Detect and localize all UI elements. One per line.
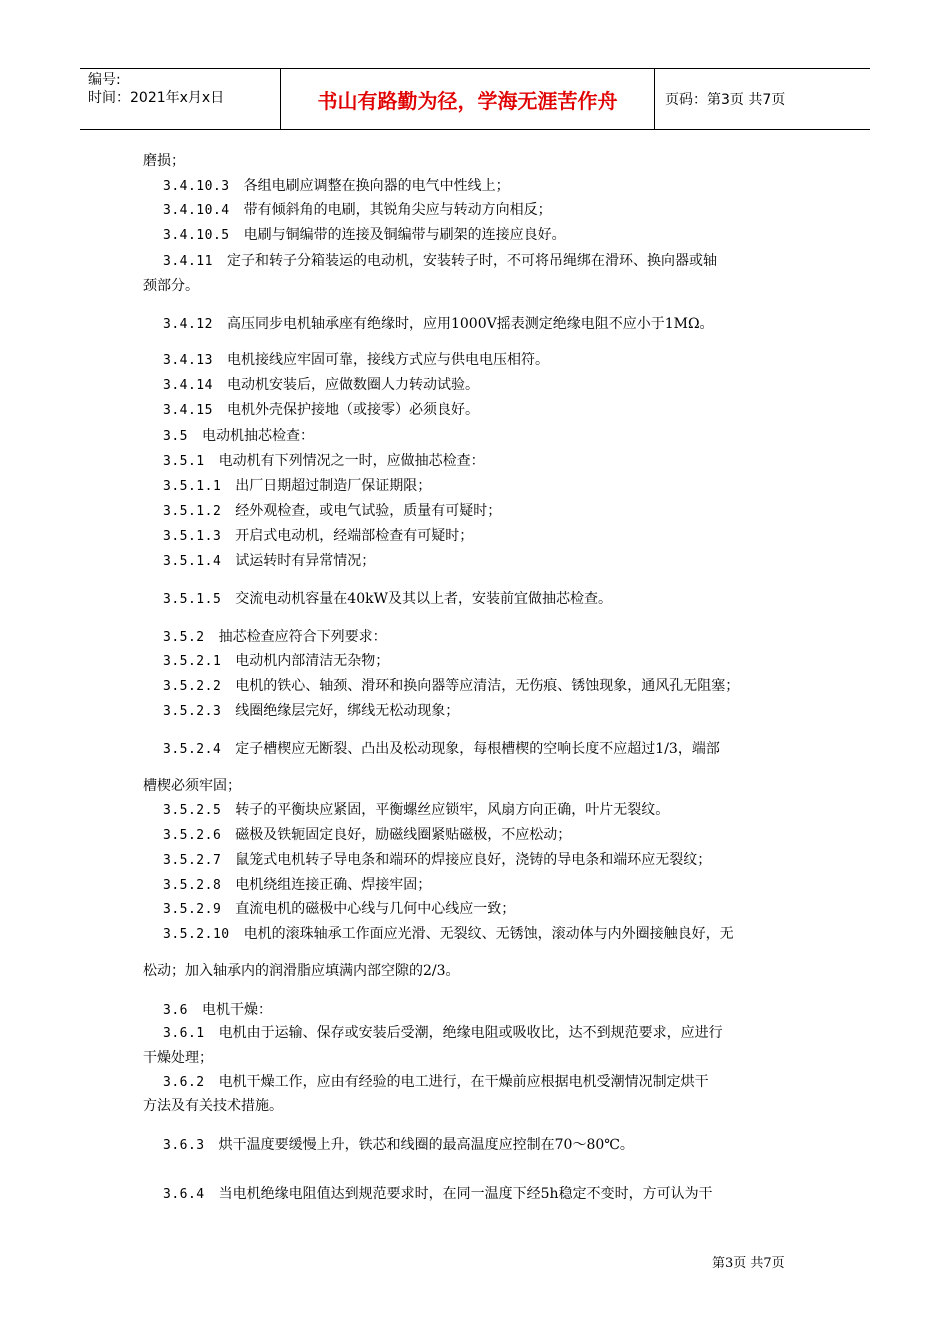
clause-text: 电机干燥工作，应由有经验的电工进行，在干燥前应根据电机受潮情况制定烘干: [218, 1074, 709, 1090]
page-header: [80, 68, 870, 130]
text-line: [163, 1073, 709, 1092]
clause-text: 定子和转子分箱装运的电动机，安装转子时，不可将吊绳绑在滑环、换向器或轴: [226, 253, 717, 269]
header-meta: [80, 69, 281, 129]
clause-number: 3.5.2.2: [163, 679, 222, 694]
clause-text: 转子的平衡块应紧固，平衡螺丝应锁牢，风扇方向正确，叶片无裂纹。: [235, 802, 670, 818]
clause-number: 3.4.12: [163, 317, 213, 332]
text-line: [163, 1001, 272, 1020]
text-line: [163, 826, 571, 845]
text-line: [163, 427, 314, 446]
text-line: [163, 900, 515, 919]
text-line: [163, 740, 720, 759]
clause-text: 直流电机的磁极中心线与几何中心线应一致；: [235, 901, 516, 917]
clause-number: 3.4.11: [163, 254, 213, 269]
clause-number: 3.6.3: [163, 1138, 205, 1153]
clause-text: 电机由于运输、保存或安装后受潮，绝缘电阻或吸收比，达不到规范要求，应进行: [218, 1025, 723, 1041]
clause-number: 3.5.1.4: [163, 554, 222, 569]
clause-number: 3.5.2.7: [163, 853, 222, 868]
clause-number: 3.5.1.5: [163, 592, 222, 607]
clause-number: 3.5.2: [163, 630, 205, 645]
clause-number: 3.5.1.3: [163, 529, 222, 544]
text-line: [163, 552, 375, 571]
clause-text: 带有倾斜角的电刷，其锐角尖应与转动方向相反；: [243, 202, 552, 218]
clause-number: 3.5.2.10: [163, 927, 230, 942]
page-footer: 第3页 共7页: [712, 1256, 785, 1271]
text-line: [163, 502, 501, 521]
clause-text: 抽芯检查应符合下列要求：: [218, 629, 387, 645]
clause-text: 线圈绝缘层完好，绑线无松动现象；: [235, 703, 460, 719]
time-label: 时间：2021年x月x日: [88, 90, 225, 106]
text-line: [163, 477, 431, 496]
clause-text: 电机的滚珠轴承工作面应光滑、无裂纹、无锈蚀，滚动体与内外圈接触良好，无: [243, 926, 734, 942]
clause-number: 3.5.2.3: [163, 704, 222, 719]
clause-text: 电机干燥：: [201, 1002, 272, 1018]
clause-number: 3.5.2.1: [163, 654, 222, 669]
clause-text: 当电机绝缘电阻值达到规范要求时，在同一温度下经5h稳定不变时，方可认为干: [218, 1186, 713, 1202]
text-line: [163, 1185, 713, 1204]
clause-text: 烘干温度要缓慢上升，铁芯和线圈的最高温度应控制在70～80℃。: [218, 1137, 634, 1153]
clause-number: 3.6.1: [163, 1026, 205, 1041]
text-line: [143, 777, 241, 795]
clause-number: 3.5.1: [163, 454, 205, 469]
clause-number: 3.4.10.5: [163, 228, 230, 243]
clause-text: 交流电动机容量在40kW及其以上者，安装前宜做抽芯检查。: [235, 591, 612, 607]
clause-text: 电刷与铜编带的连接及铜编带与刷架的连接应良好。: [243, 227, 566, 243]
clause-number: 3.4.13: [163, 353, 213, 368]
text-line: [163, 351, 549, 370]
clause-text: 定子槽楔应无断裂、凸出及松动现象，每根槽楔的空响长度不应超过1/3，端部: [235, 741, 720, 757]
clause-text: 试运转时有异常情况；: [235, 553, 376, 569]
text-line: [143, 962, 460, 980]
clause-text: 各组电刷应调整在换向器的电气中性线上；: [243, 178, 510, 194]
clause-number: 3.6: [163, 1003, 188, 1018]
clause-number: 3.4.10.4: [163, 203, 230, 218]
text-line: [163, 252, 717, 271]
text-line: [163, 177, 510, 196]
clause-text: 电机绕组连接正确、焊接牢固；: [235, 877, 432, 893]
clause-text: 干燥处理；: [143, 1050, 213, 1066]
text-line: [143, 1049, 213, 1067]
text-line: [163, 1024, 723, 1043]
clause-number: 3.5.2.4: [163, 742, 222, 757]
text-line: [163, 452, 485, 471]
text-line: [163, 652, 389, 671]
text-line: [163, 226, 566, 245]
clause-text: 电动机抽芯检查：: [201, 428, 314, 444]
text-line: [143, 277, 199, 295]
clause-text: 出厂日期超过制造厂保证期限；: [235, 478, 432, 494]
clause-text: 电机接线应牢固可靠，接线方式应与供电电压相符。: [226, 352, 549, 368]
text-line: [163, 628, 387, 647]
clause-number: 3.5.2.8: [163, 878, 222, 893]
clause-number: 3.4.10.3: [163, 179, 230, 194]
clause-text: 电机外壳保护接地（或接零）必须良好。: [226, 402, 479, 418]
text-line: [163, 876, 431, 895]
text-line: [163, 702, 459, 721]
clause-number: 3.5: [163, 429, 188, 444]
text-line: [163, 401, 479, 420]
clause-number: 3.6.2: [163, 1075, 205, 1090]
text-line: [163, 801, 669, 820]
text-line: [163, 376, 479, 395]
clause-text: 松动；加入轴承内的润滑脂应填满内部空隙的2/3。: [143, 963, 460, 979]
clause-text: 电动机安装后，应做数圈人力转动试验。: [226, 377, 479, 393]
code-label: 编号:: [88, 72, 121, 88]
clause-text: 磁极及铁轭固定良好，励磁线圈紧贴磁极，不应松动；: [235, 827, 572, 843]
text-line: [163, 677, 739, 696]
clause-text: 鼠笼式电机转子导电条和端环的焊接应良好，浇铸的导电条和端环应无裂纹；: [235, 852, 712, 868]
clause-text: 电机的铁心、轴颈、滑环和换向器等应清洁，无伤痕、锈蚀现象，通风孔无阻塞；: [235, 678, 740, 694]
clause-number: 3.5.1.1: [163, 479, 222, 494]
text-line: [143, 1097, 283, 1115]
clause-text: 经外观检查，或电气试验，质量有可疑时；: [235, 503, 502, 519]
clause-text: 槽楔必须牢固；: [143, 778, 241, 794]
clause-number: 3.5.2.5: [163, 803, 222, 818]
clause-number: 3.5.1.2: [163, 504, 222, 519]
clause-number: 3.5.2.6: [163, 828, 222, 843]
clause-text: 电动机内部清洁无杂物；: [235, 653, 390, 669]
header-motto: 书山有路勤为径，学海无涯苦作舟: [281, 69, 655, 129]
clause-text: 方法及有关技术措施。: [143, 1098, 283, 1114]
text-line: [163, 201, 552, 220]
text-line: [163, 925, 734, 944]
header-page-info: 页码：第3页 共7页: [665, 92, 786, 108]
text-line: [163, 851, 711, 870]
clause-text: 电动机有下列情况之一时，应做抽芯检查：: [218, 453, 485, 469]
text-line: [163, 315, 714, 334]
clause-text: 高压同步电机轴承座有绝缘时，应用1000V摇表测定绝缘电阻不应小于1MΩ。: [226, 316, 714, 332]
text-line: [163, 527, 473, 546]
clause-text: 开启式电动机，经端部检查有可疑时；: [235, 528, 474, 544]
clause-number: 3.5.2.9: [163, 902, 222, 917]
clause-text: 磨损；: [143, 153, 185, 169]
text-line: [163, 590, 612, 609]
clause-number: 3.4.15: [163, 403, 213, 418]
clause-number: 3.4.14: [163, 378, 213, 393]
text-line: [163, 1136, 634, 1155]
clause-number: 3.6.4: [163, 1187, 205, 1202]
clause-text: 颈部分。: [143, 278, 199, 294]
text-line: [143, 152, 185, 170]
